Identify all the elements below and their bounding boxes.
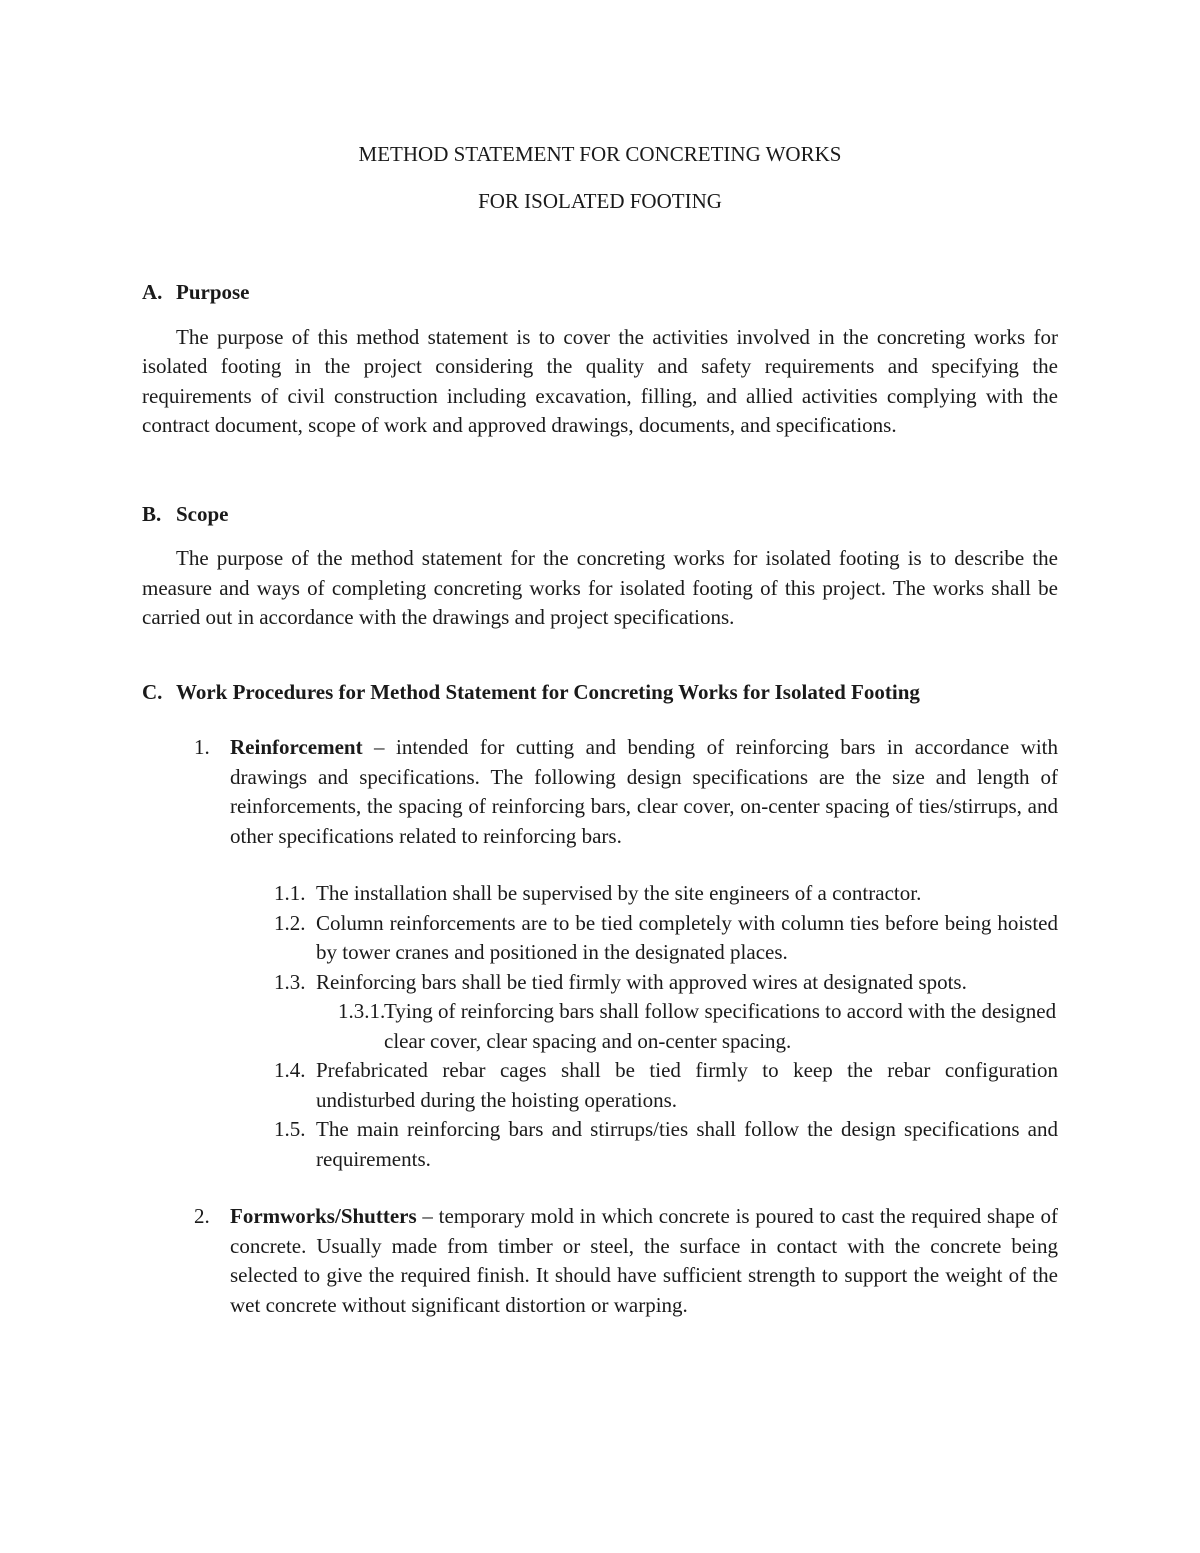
sub-sub-item-1-3-1 bbox=[142, 997, 1058, 1056]
list-item-text: – temporary mold in which concrete is poured to cast the required shape of concrete. Usually made from timber or steel, the surface in contact with the concrete being selected to give the required finish. It should have sufficient strength to support the weight of the wet concrete without significant distortion or warping. bbox=[230, 1204, 1058, 1317]
section-b-title: Scope bbox=[176, 501, 229, 526]
sub-sub-item-text: Tying of reinforcing bars shall follow specifications to accord with the designed clear cover, clear spacing and on-center spacing. bbox=[384, 999, 1057, 1053]
section-b-paragraph: The purpose of the method statement for the concreting works for isolated footing is to describe the measure and ways of completing concreting works for isolated footing of this project. The works shall be carried out in accordance with the drawings and project specifications. bbox=[142, 546, 1058, 629]
section-a-heading bbox=[142, 278, 1058, 308]
list-item-number: 1. bbox=[194, 735, 210, 759]
sub-item-1-2 bbox=[142, 909, 1058, 968]
sub-item-1-4 bbox=[142, 1056, 1058, 1115]
sub-item-1-5 bbox=[142, 1115, 1058, 1174]
list-item-text: – intended for cutting and bending of reinforcing bars in accordance with drawings and specifications. The following design specifications are the size and length of reinforcements, the spacing of reinforcing bars, clear cover, on-center spacing of ties/stirrups, and other specifications related to reinforcing bars. bbox=[230, 735, 1058, 848]
sub-item-text: Prefabricated rebar cages shall be tied firmly to keep the rebar configuration undisturbed during the hoisting operations. bbox=[316, 1058, 1058, 1112]
section-c-letter: C. bbox=[142, 679, 163, 704]
sub-item-text: The main reinforcing bars and stirrups/ties shall follow the design specifications and requirements. bbox=[316, 1117, 1058, 1171]
section-b-letter: B. bbox=[142, 501, 162, 526]
section-a-letter: A. bbox=[142, 280, 163, 304]
section-b-heading bbox=[142, 500, 1058, 530]
sub-item-number: 1.1. bbox=[274, 881, 306, 905]
list-item-term: Reinforcement bbox=[230, 735, 363, 759]
document-title-line-1: METHOD STATEMENT FOR CONCRETING WORKS bbox=[358, 142, 842, 166]
section-a-title: Purpose bbox=[176, 280, 250, 304]
list-item-term: Formworks/Shutters bbox=[230, 1204, 417, 1228]
section-c-heading bbox=[142, 678, 1058, 708]
sub-item-text: Column reinforcements are to be tied completely with column ties before being hoisted by tower cranes and positioned in the designated places. bbox=[316, 910, 1058, 964]
sub-item-text: The installation shall be supervised by the site engineers of a contractor. bbox=[316, 881, 922, 905]
sub-item-number: 1.3. bbox=[274, 969, 306, 994]
list-item-reinforcement bbox=[142, 733, 1058, 851]
section-c-title: Work Procedures for Method Statement for Concreting Works for Isolated Footing bbox=[176, 679, 920, 704]
list-item-number: 2. bbox=[194, 1204, 210, 1228]
document-page bbox=[142, 140, 1058, 1320]
sub-item-number: 1.5. bbox=[274, 1117, 306, 1141]
list-item-formworks bbox=[142, 1202, 1058, 1320]
sub-item-1-3 bbox=[142, 968, 1058, 998]
sub-item-number: 1.4. bbox=[274, 1058, 306, 1082]
sub-item-number: 1.2. bbox=[274, 910, 306, 935]
sub-sub-item-number: 1.3.1. bbox=[338, 999, 386, 1023]
sub-item-text: Reinforcing bars shall be tied firmly with approved wires at designated spots. bbox=[316, 969, 967, 994]
sub-item-1-1 bbox=[142, 879, 1058, 909]
document-title-line-2: FOR ISOLATED FOOTING bbox=[478, 188, 722, 213]
section-a-paragraph: The purpose of this method statement is to cover the activities involved in the concreting works for isolated footing in the project considering the quality and safety requirements and specifying the requirements of civil construction including excavation, filling, and allied activities complying with the contract document, scope of work and approved drawings, documents, and specifications. bbox=[142, 324, 1058, 437]
